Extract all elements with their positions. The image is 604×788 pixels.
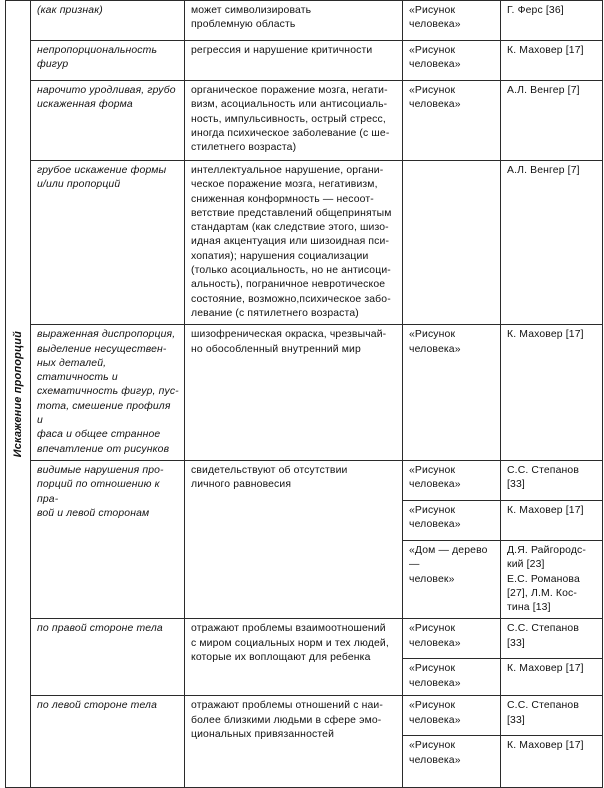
table-row (6, 460, 603, 500)
test-cell (403, 161, 501, 325)
meaning-cell: отражают проблемы отношений с наи- более близкими людьми в сфере эмо- циональных привязанностей (185, 696, 403, 788)
test-cell: «Рисунок человека» (403, 325, 501, 461)
test-cell: «Рисунок человека» (403, 736, 501, 788)
author-cell: К. Маховер [17] (501, 500, 603, 540)
test-cell: «Рисунок человека» (403, 460, 501, 500)
author-cell: К. Маховер [17] (501, 736, 603, 788)
feature-cell: видимые нарушения про- порций по отношению к пра- вой и левой сторонам (31, 460, 185, 618)
feature-cell: по правой стороне тела (31, 619, 185, 696)
test-cell: «Рисунок человека» (403, 81, 501, 161)
proportion-distortion-table (5, 0, 603, 788)
meaning-cell: шизофреническая окраска, чрезвычай- но обособленный внутренний мир (185, 325, 403, 461)
author-cell: К. Маховер [17] (501, 325, 603, 461)
test-cell: «Рисунок человека» (403, 619, 501, 659)
meaning-cell: свидетельствуют об отсутствии личного равновесия (185, 460, 403, 618)
test-cell: «Рисунок человека» (403, 696, 501, 736)
table-row (6, 41, 603, 81)
author-cell: С.С. Степанов [33] (501, 619, 603, 659)
author-cell: Г. Ферс [36] (501, 1, 603, 41)
test-cell: «Рисунок человека» (403, 500, 501, 540)
author-cell: Д.Я. Райгородс- кий [23] Е.С. Романова [27], Л.М. Кос- тина [13] (501, 540, 603, 618)
category-label: Искажение пропорций (11, 331, 24, 458)
feature-cell: выраженная диспропорция, выделение несуществен- ных деталей, статичность и схематичность фигур, пус- тота, смешение профиля и фаса и общее странное впечатление от рисунков (31, 325, 185, 461)
feature-cell: грубое искажение формы и/или пропорций (31, 161, 185, 325)
test-cell: «Рисунок человека» (403, 1, 501, 41)
author-cell: А.Л. Венгер [7] (501, 81, 603, 161)
table-row (6, 325, 603, 461)
feature-cell: по левой стороне тела (31, 696, 185, 788)
meaning-cell: регрессия и нарушение критичности (185, 41, 403, 81)
category-cell (6, 1, 31, 788)
meaning-cell: может символизировать проблемную область (185, 1, 403, 41)
feature-cell: (как признак) (31, 1, 185, 41)
author-cell: К. Маховер [17] (501, 41, 603, 81)
test-cell: «Рисунок человека» (403, 41, 501, 81)
author-cell: А.Л. Венгер [7] (501, 161, 603, 325)
author-cell: К. Маховер [17] (501, 659, 603, 696)
table-row (6, 81, 603, 161)
test-cell: «Дом — дерево — человек» (403, 540, 501, 618)
table-row (6, 619, 603, 659)
feature-cell: нарочито уродливая, грубо искаженная форма (31, 81, 185, 161)
table-row (6, 161, 603, 325)
meaning-cell: органическое поражение мозга, негати- визм, асоциальность или антисоциаль- ность, импульсивность, острый стресс, иногда психическое заболевание (с ше- стилетнего возраста) (185, 81, 403, 161)
feature-cell: непропорциональность фигур (31, 41, 185, 81)
author-cell: С.С. Степанов [33] (501, 696, 603, 736)
test-cell: «Рисунок человека» (403, 659, 501, 696)
table-row (6, 1, 603, 41)
meaning-cell: интеллектуальное нарушение, органи- ческое поражение мозга, негативизм, сниженная конформность — несоот- ветствие представлений общепринятым стандартам (как следствие этого, шизо- идная акцентуация или шизоидная пси- хопатия); нарушения социализации (только асоциальность, но не антисоци- альность), пограничное невротическое состояние, возможно,психическое забо- левание (с пятилетнего возраста) (185, 161, 403, 325)
meaning-cell: отражают проблемы взаимоотношений с миром социальных норм и тех людей, которые их воплощают для ребенка (185, 619, 403, 696)
table-row (6, 696, 603, 736)
author-cell: С.С. Степанов [33] (501, 460, 603, 500)
